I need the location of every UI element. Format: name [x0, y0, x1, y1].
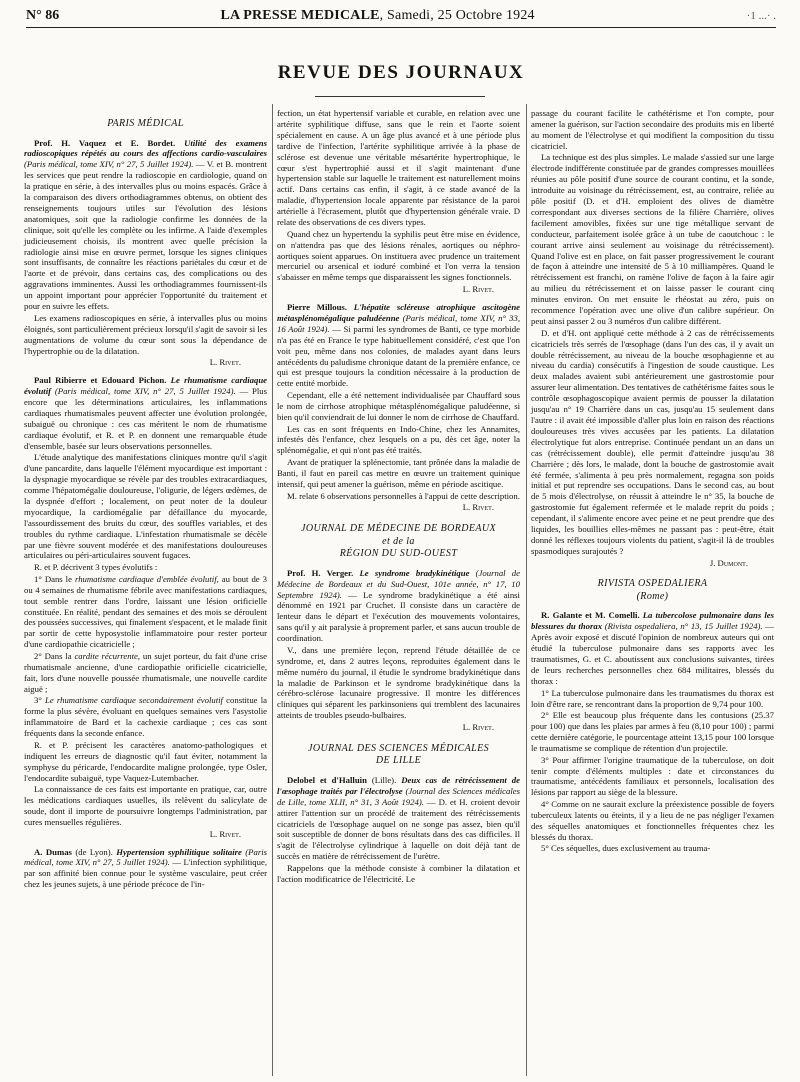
paragraph: passage du courant facilite le cathétérisme et l'on compte, pour amener la guérison, sur l'action secondaire des produits mis en liberté au moment de l'électrolyse et qui modifient la composition du tissu cicatriciel.: [531, 108, 774, 151]
journal-heading: [277, 743, 520, 768]
journal-heading: [531, 578, 774, 603]
journal-heading-line: JOURNAL DES SCIENCES MÉDICALES: [308, 742, 489, 754]
article-title: Le syndrome bradykinétique: [353, 567, 470, 578]
article-body: [24, 138, 267, 313]
journal-heading-line: RIVISTA OSPEDALIERA: [597, 578, 708, 590]
paragraph: 5° Ces séquelles, dues exclusivement au trauma-: [541, 843, 711, 854]
article-reference: (Paris médical, tome XIV, n° 33, 16 Août 1924).: [277, 312, 520, 334]
title-rule: [315, 96, 485, 97]
journal-heading-line: JOURNAL DE MÉDECINE DE BORDEAUX: [301, 523, 496, 535]
journal-name: LA PRESSE MEDICALE: [220, 7, 380, 23]
section-title: REVUE DES JOURNAUX: [277, 62, 525, 83]
paragraph: Les cas en sont fréquents en Indo-Chine, chez les Annamites, infestés dès l'enfance, chez lesquels on a pu, dès cet âge, noter la splénomégalie, et qui n'ont pas été traités.: [277, 423, 520, 456]
paragraph: La technique est des plus simples. Le malade s'assied sur une large électrode indifférente constituée par de grandes compresses mouillées réunies au pôle positif d'une source de courant continu, et la sonde, introduite au voisinage du rétrécissement, est, au contraire, reliée au pôle positif (D. et d'H. emploient des olives de diamètre correspondant aux diverses sections de la filière Charrière, olives facilement amovibles, fixées sur une tige métallique servant de conducteur, parfaitement isolée grâce à un tube de caoutchouc : le courant arrive ainsi seulement au voisinage du rétrécissement). Quand l'olive est en place, on fait passer progressivement le courant de façon à atteindre une intensité de 5 à 10 milliampères. Quand le rétrécissement est franchi, on ramène l'olive de façon à la faire agir au milieu du rétrécissement et on laisse passer le courant cinq minutes environ. On met ensuite le rhéostat au zéro, puis on recommence l'opération avec une olive d'un calibre supérieur. On peut ainsi passer 2 ou 3 numéros d'un calibre différent.: [531, 152, 774, 327]
page-mark: ·1 ...· .: [746, 9, 776, 22]
signature: J. Dumont.: [709, 557, 748, 568]
paragraph: 3° Le rhumatisme cardiaque secondairement évolutif constitue la forme la plus sévère, évoluant en quelques semaines vers l'asystolie inflammatoire de Bard et la cachexie cardiaque ; ces cas sont fréquents dans la seconde enfance.: [24, 695, 267, 739]
paragraph: Rappelons que la méthode consiste à combiner la dilatation et l'action modificatrice de l'électricité. Le: [277, 862, 520, 884]
article-ribierre-pichon: [24, 375, 267, 839]
article-title: L'hépatite scléreuse atrophique ascitogène métasplénomégalique paludéenne: [277, 302, 521, 323]
author-location: (de Lyon).: [71, 846, 113, 857]
journal-heading-line: DE LILLE: [375, 755, 422, 767]
article-dumas: [24, 847, 267, 891]
article-galante-comelli: [531, 610, 774, 854]
paragraph: — Plus encore que les déterminations articulaires, les inflammations cardiaques rhumatismales peuvent affecter une évolution prolongée, subaiguë ou chronique : ces cas méritent le nom de rhumatisme cardiaque évolutif, et R. et P. en donnent une remarquable étude d'ensemble, basée sur leurs observations personnelles.: [24, 386, 267, 451]
issue-date: , Samedi, 25 Octobre 1924: [379, 7, 535, 23]
column-2: [277, 108, 520, 886]
paragraph: 1° Dans le rhumatisme cardiaque d'emblée évolutif, au bout de 3 ou 4 semaines de rhumatisme fébrile avec manifestations cardiaques, tout semble rentrer dans l'ordre, laissant une lésion orificielle constituée. En réalité, pendant des semaines et des mois se déroulent des poussées successives, qui finalement s'espacent, et le malade finit par sortir de cette hyposystolie inflammatoire pour rester porteur d'une cardiopathie cicatricielle ;: [24, 573, 267, 650]
paragraph: — Le syndrome bradykinétique a été ainsi dénommé en 1921 par Cruchet. Il consiste dans un caractère de lenteur dans le départ et l'exécution des mouvements volontaires, sans qu'il y ait paralysie à proprement parler, et sans aucun trouble de coordination.: [277, 589, 520, 644]
article-reference: (Paris médical, tome XIV, n° 27, 5 Juillet 1924).: [24, 846, 268, 868]
article-title: Le rhumatisme cardiaque évolutif: [24, 375, 268, 397]
signature: L. Rivet.: [209, 828, 241, 839]
signature: L. Rivet.: [462, 284, 494, 295]
article-body: [277, 568, 520, 644]
paragraph: R. et P. décrivent 3 types évolutifs :: [34, 562, 158, 573]
journal-heading-line: (Rome): [636, 590, 669, 602]
journal-heading: PARIS MÉDICAL: [107, 118, 184, 129]
article-verger: [277, 568, 520, 733]
article-author: Prof. H. Vaquez et E. Bordet.: [34, 137, 176, 148]
paragraph: 4° Comme on ne saurait exclure la préexistence possible de foyers tuberculeux latents ou éteints, il y a lieu de ne pas négliger l'examen des séquelles anatomiques et fonctionnelles fréquentes chez les blessés du thorax.: [531, 799, 774, 842]
running-title: [220, 8, 534, 24]
paragraph: M. relate 6 observations personnelles à l'appui de cette description.: [287, 490, 520, 501]
paragraph: — V. et B. montrent les services que peut rendre la radioscopie en cardiologie, quand on la pratique en série, à des intervalles plus ou moins espacés. Grâce à la comparaison des divers orthodiagrammes obtenus, on obtient des renseignements toujours utiles sur l'évolution des lésions anatomiques, soit que la radiologie confirme les données de la clinique, soit qu'elle les complète ou les infirme. A l'aide d'exemples judicieusement choisis, ils montrent avec quelle précision la radiologie ainsi mise en œuvre permet, lorsque les signes cliniques sont insuffisants, de connaître les réactions pariétales du cœur et de l'aorte et de prévoir, dans certains cas, des complications ou des aggravations imminentes. Aussi les orthodiagrammes fournissent-ils un appoint important pour apprécier l'opportunité du traitement et pour en suivre les effets.: [24, 159, 267, 312]
article-body: [277, 775, 520, 862]
article-millous: [277, 302, 520, 513]
column-separator: [526, 104, 527, 1076]
column-separator: [272, 104, 273, 1076]
column-1: [24, 108, 267, 891]
article-title: Utilité des examens radioscopiques répétés au cours des affections cardio-vasculaires: [24, 137, 267, 159]
journal-heading: [277, 523, 520, 561]
paragraph: — Si parmi les syndromes de Banti, ce type morbide n'a pas été en France le type habituellement considéré, c'est que l'on voit peu, même dans nos colonies, de malades ayant dans leurs antécédents du paludisme chronique datant de la première enfance, ce qui est presque toujours la condition nécessaire à la production de cette entité morbide.: [277, 323, 520, 389]
article-author: A. Dumas: [34, 846, 72, 857]
article-title: La tubercolose pulmonaire dans les blessures du thorax: [531, 610, 774, 632]
paragraph: Avant de pratiquer la splénectomie, tant prônée dans la maladie de Banti, il faut en pareil cas mettre en œuvre un traitement quinique intensif, qui peut amener la guérison, même en période ascitique.: [277, 457, 520, 489]
page-header: [26, 4, 776, 28]
paragraph: L'étude analytique des manifestations cliniques montre qu'il s'agit d'une pancardite, dans laquelle l'élément myocardique est important : la dyspnagie myocardique se révèle par des troubles extracardiaques, comme l'hépatomégalie douloureuse, l'oligurie, de légers œdèmes, de la dyspnée d'effort ; localement, on peut noter de la douleur myocardique, la cardiomégalie par défaillance du myocarde, l'assourdissement des bruits du cœur, des souffles variables, et des troubles du rythme cardiaque. L'infestation rhumatismale se décèle par une fièvre souvent modérée et des manifestations douloureuses articulaires ou péri-articulaires souvent fugaces.: [24, 452, 267, 561]
paragraph: V., dans une première leçon, reprend l'étude détaillée de ce syndrome, et, dans 2 autres leçons, reproduites également dans le même numéro du journal, il étudie le syndrome bradykinétique dans la maladie de Parkinson et le syndrome bradykinétique dans la cérébro-sclérose lacunaire progressive. Il montre les différences cliniques qui séparent les parkinsoniens qui tremblent des lacunaires atteints de troubles pseudo-bulbaires.: [277, 644, 520, 721]
paragraph: — Après avoir exposé et discuté l'opinion de nombreux auteurs qui ont étudié la tuberculose pulmonaire dans ses rapports avec les traumatismes, G. et C. aboutissent aux conclusions suivantes, tirées de leurs recherches personnelles chez 684 militaires, blessés du thorax :: [531, 621, 774, 686]
article-body: [24, 847, 267, 891]
article-author: Prof. H. Verger.: [287, 567, 354, 578]
journal-heading-line: et de la: [382, 535, 415, 547]
article-reference: (Rivista ospedaliera, n° 13, 15 Juillet 1924).: [602, 621, 763, 632]
paragraph: — L'infection syphilitique, par son affinité bien connue pour le système vasculaire, peut créer chez les jeunes sujets, à une période précoce de l'in-: [24, 857, 267, 890]
article-body: [277, 302, 520, 389]
paragraph: 2° Dans la cardite récurrente, un sujet porteur, du fait d'une crise rhumatismale ancienne, d'une cardiopathie orificielle cicatricielle, fait, lors d'une nouvelle poussée rhumatismale, une nouvelle cardite aiguë ;: [24, 650, 267, 694]
paragraph: — D. et H. croient devoir attirer l'attention sur un procédé de traitement des rétrécissements cicatriciels de l'œsophage auquel on ne songe pas assez, bien qu'il soit susceptible de donner de bons résultats dans des cas difficiles. Il s'agit de l'électrolyse cylindrique à laquelle on doit déjà tant de succès en matière de rétrécissement de l'urètre.: [277, 796, 520, 862]
paragraph: 2° Elle est beaucoup plus fréquente dans les contusions (25.37 pour 100) que dans les plaies par armes à feu (8,10 pour 100) ; parmi cette dernière catégorie, le pourcentage atteint 13,15 pour 100 lorsque le traumatisme se complique de rétention d'un projectile.: [531, 710, 774, 753]
journal-heading-line: RÉGION DU SUD-OUEST: [339, 548, 458, 560]
paragraph: D. et d'H. ont appliqué cette méthode à 2 cas de rétrécissements cicatriciels très serrés de l'œsophage (dans l'un des cas, il y avait un double rétrécissement, au niveau de la bouche œsophagienne et au niveau du cardia) consécutifs à l'ingestion de soude caustique. Les deux malades avaient subi antérieurement une gastrostomie pour assurer leur alimentation. Des tentatives de cathétérisme faites sous le contrôle œsophagoscopique avaient permis de pousser la dilatation jusqu'au n° 19 Charrière dans un cas, jusqu'au 15 seulement dans l'autre : il avait été impossible d'aller plus loin en raison des réactions douloureuses très vives accusées par les patients. La dilatation électrolytique fut alors entreprise. Continuée pendant un an dans un cas (rétrécissement double), elle permit d'atteindre jusqu'au 38 Charrière ; dès lors, le malade, dont la bouche de gastrostomie avait été fermée, s'alimenta à peu près normalement, regagna son poids initial et put reprendre ses occupations. Dans le second cas, au bout de 5 mois d'électrolyse, on réussit à atteindre le n° 35, la bouche de gastrostomie fut également refermée et le malade reprit du poids ; cependant, il s'alimente encore avec peine et ne peut prendre que des liquides, les bouillies elles-mêmes ne passant pas : peut-être, était donné les réflexes toujours violents du patient, s'agit-il là de troubles spasmodiques surajoutés ?: [531, 327, 774, 556]
paragraph: Quand chez un hypertendu la syphilis peut être mise en évidence, on n'attendra pas que des lésions rénales, aortiques ou néphro-aortiques soient apparues. On instituera avec prudence un traitement mercuriel ou arsenical et ioduré combiné et l'on verra la tension s'abaisser en même temps que disparaissent les signes fonctionnels.: [277, 228, 520, 283]
article-author: Pierre Millous.: [287, 302, 347, 312]
article-vaquez-bordet: [24, 138, 267, 369]
paragraph: fection, un état hypertensif variable et curable, en relation avec une artérite syphilitique diffuse, sans que le rein et l'aorte soient spécialement en cause. A un âge plus avancé et à une période plus tardive de l'infection, l'artérite syphilitique arrivée à la phase de sclérose est devenue une véritable mésartérite hypertrophique, le cœur s'est hypertrophié aussi et il s'agit maintenant d'une hypertension stable sur laquelle le traitement est naturellement moins actif. Dans certains cas enfin, il s'agit, à ce stade avancé de la maladie, d'hypertension locale apparente par résistance de la paroi artérielle à l'écrasement, plutôt que d'hypertension générale vraie. D relate des observations de ces divers types.: [277, 108, 520, 228]
signature: L. Rivet.: [209, 357, 241, 368]
article-title: Hypertension syphilitique solitaire: [112, 846, 242, 857]
article-reference: (Journal de Médecine de Bordeaux et du Sud-Ouest, 101e année, n° 17, 10 Septembre 1924).: [277, 567, 521, 600]
paragraph: Les examens radioscopiques en série, à intervalles plus ou moins éloignés, sont particulièrement précieux lorsqu'il s'agit de savoir si les augmentations de volume du cœur sont sous la dépendance de l'hypertrophie ou de la dilatation.: [24, 312, 267, 356]
author-location: (Lille).: [366, 774, 397, 785]
paragraph: 1° La tuberculose pulmonaire dans les traumatismes du thorax est loin d'être rare, se rencontrant dans la proportion de 9,74 pour 100.: [531, 687, 774, 709]
paragraph: R. et P. précisent les caractères anatomo-pathologiques et indiquent les erreurs de diagnostic qu'il faut éviter, notamment la symphyse du péricarde, l'endocardite maligne prolongée, type Osler, l'endocardite subaiguë, type Vaquez-Lutembacher.: [24, 739, 267, 783]
article-author: Paul Ribierre et Edouard Pichon.: [34, 375, 167, 386]
article-reference: (Paris médical, tome XIV, n° 27, 5 Juillet 1924).: [51, 386, 236, 397]
article-body: [24, 375, 267, 451]
article-author: R. Galante et M. Comelli.: [541, 610, 640, 621]
paragraph: Cependant, elle a été nettement individualisée par Chauffard sous le nom de cirrhose atrophique métasplénomégalique paludéenne, si bien qu'il conviendrait de lui donner le nom de cirrhose de Chauffard.: [277, 390, 520, 422]
column-3: [531, 108, 774, 855]
article-reference: (Paris médical, tome XIV, n° 27, 5 Juillet 1924).: [24, 159, 194, 170]
signature: L. Rivet.: [462, 502, 494, 513]
signature: L. Rivet.: [462, 721, 494, 732]
article-body: [531, 610, 774, 686]
page-number: N° 86: [26, 7, 60, 23]
article-delobel-halluin: [277, 775, 520, 885]
paragraph: 3° Pour affirmer l'origine traumatique de la tuberculose, on doit tenir compte d'éléments multiples : date et circonstances du traumatisme, antécédents familiaux et personnels, localisation des lésions par rapport au siège de la blessure.: [531, 754, 774, 798]
article-reference: (Journal des Sciences médicales de Lille, tome XLII, n° 31, 3 Août 1924).: [277, 785, 520, 807]
article-title: Deux cas de rétrécissement de l'œsophage traités par l'électrolyse: [277, 774, 520, 796]
article-author: Delobel et d'Halluin: [287, 774, 367, 785]
paragraph: La connaissance de ces faits est importante en pratique, car, outre les médications cardiaques usuelles, ils relèvent du salicylate de soude, dont il importe de poursuivre longtemps l'administration, par cures mensuelles régulières.: [24, 784, 267, 827]
